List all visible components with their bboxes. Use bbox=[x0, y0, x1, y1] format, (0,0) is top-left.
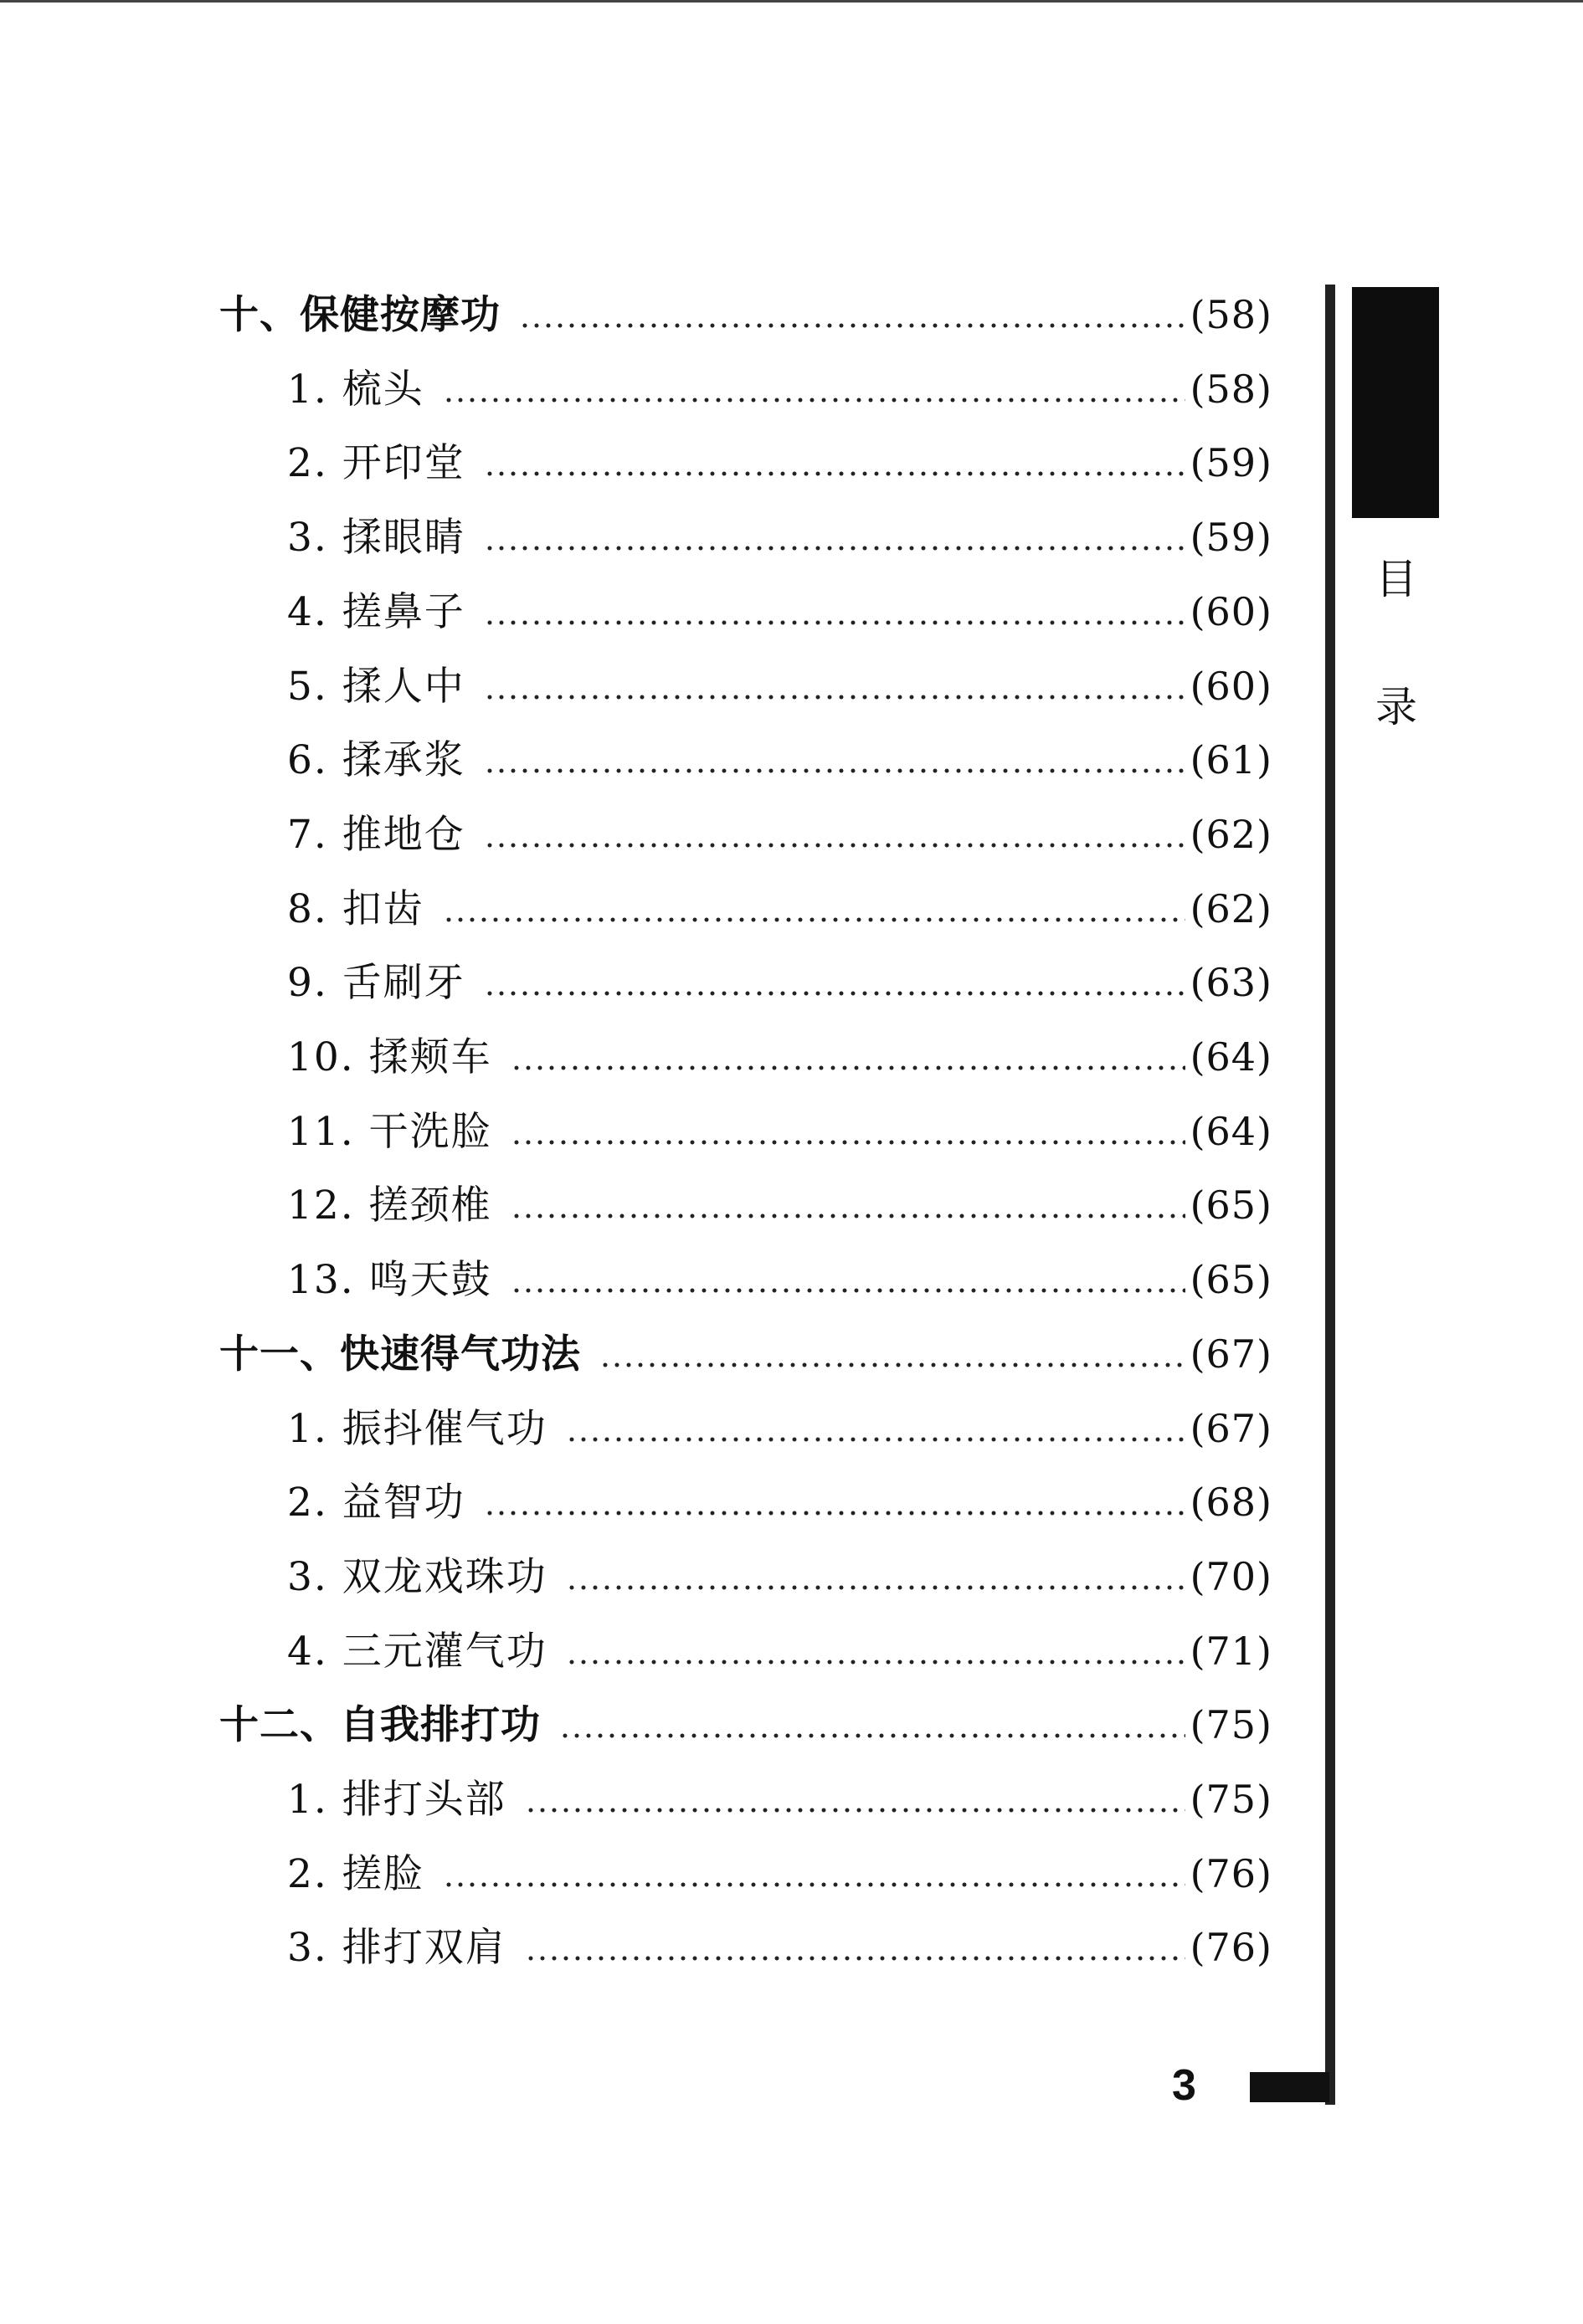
toc-entry-page: (71) bbox=[1190, 1628, 1272, 1674]
toc-item-row bbox=[287, 500, 1272, 574]
toc-entry-page: (65) bbox=[1190, 1183, 1272, 1229]
toc-section-row bbox=[219, 1688, 1272, 1762]
toc-entry-page: (63) bbox=[1190, 960, 1272, 1006]
toc-entry-label: 3. 双龙戏珠功 bbox=[287, 1553, 547, 1600]
top-rule bbox=[0, 0, 1583, 3]
toc-entry-label: 3. 排打双肩 bbox=[287, 1925, 506, 1972]
toc-leader-dots bbox=[511, 1288, 1185, 1293]
toc-entry-page: (62) bbox=[1190, 885, 1272, 931]
toc-entry-label: 4. 三元灌气功 bbox=[287, 1628, 547, 1675]
toc-entry-label: 13. 鸣天鼓 bbox=[287, 1257, 492, 1304]
sidebar-char-lu: 录 bbox=[1375, 683, 1417, 731]
side-vertical-bar bbox=[1325, 285, 1335, 2105]
toc-entry-page: (67) bbox=[1190, 1405, 1272, 1451]
toc-entry-label: 11. 干洗脸 bbox=[287, 1108, 492, 1155]
toc-entry-label: 5. 揉人中 bbox=[287, 663, 465, 710]
toc-entry-label: 十二、自我排打功 bbox=[219, 1702, 541, 1749]
toc-entry-label: 12. 搓颈椎 bbox=[287, 1183, 492, 1229]
toc-entry-label: 十一、快速得气功法 bbox=[219, 1331, 581, 1377]
toc-leader-dots bbox=[566, 1585, 1185, 1590]
toc-item-row bbox=[287, 426, 1272, 500]
toc-leader-dots bbox=[484, 620, 1185, 625]
toc-item-row bbox=[287, 352, 1272, 426]
toc-item-row bbox=[287, 1614, 1272, 1688]
toc-entry-page: (75) bbox=[1190, 1702, 1272, 1748]
toc-entry-page: (60) bbox=[1190, 663, 1272, 709]
toc-leader-dots bbox=[443, 1882, 1185, 1887]
toc-item-row bbox=[287, 798, 1272, 871]
toc-leader-dots bbox=[511, 1140, 1185, 1145]
toc-entry-page: (61) bbox=[1190, 737, 1272, 783]
toc-entry-page: (68) bbox=[1190, 1480, 1272, 1526]
toc-item-row bbox=[287, 1911, 1272, 1984]
toc-entry-label: 2. 开印堂 bbox=[287, 440, 465, 487]
toc-item-row bbox=[287, 946, 1272, 1019]
toc-leader-dots bbox=[484, 768, 1185, 773]
toc-item-row bbox=[287, 1392, 1272, 1465]
toc-entry-label: 2. 搓脸 bbox=[287, 1850, 424, 1897]
toc-entry-page: (60) bbox=[1190, 588, 1272, 634]
toc-item-row bbox=[287, 649, 1272, 723]
toc-entry-page: (76) bbox=[1190, 1925, 1272, 1971]
toc-leader-dots bbox=[484, 991, 1185, 996]
toc-item-row bbox=[287, 1168, 1272, 1242]
toc-leader-dots bbox=[519, 323, 1185, 328]
toc-entry-label: 1. 排打头部 bbox=[287, 1777, 506, 1823]
toc-entry-page: (67) bbox=[1190, 1331, 1272, 1377]
toc-leader-dots bbox=[484, 546, 1185, 551]
toc-entry-page: (58) bbox=[1190, 292, 1272, 337]
toc-entry-label: 3. 揉眼睛 bbox=[287, 515, 465, 562]
toc-item-row bbox=[287, 575, 1272, 649]
toc-entry-page: (64) bbox=[1190, 1034, 1272, 1080]
toc-leader-dots bbox=[559, 1733, 1185, 1738]
sidebar-char-mu: 目 bbox=[1375, 555, 1417, 603]
toc-item-row bbox=[287, 1837, 1272, 1911]
side-black-block bbox=[1352, 287, 1439, 518]
toc-entry-page: (75) bbox=[1190, 1777, 1272, 1822]
toc-item-row bbox=[287, 1243, 1272, 1316]
toc-leader-dots bbox=[443, 398, 1185, 403]
page-number-mark bbox=[1250, 2072, 1329, 2102]
toc-entry-page: (58) bbox=[1190, 366, 1272, 412]
toc-item-row bbox=[287, 872, 1272, 946]
toc-leader-dots bbox=[484, 1511, 1185, 1516]
toc-section-row bbox=[219, 278, 1272, 351]
toc-entry-label: 十、保健按摩功 bbox=[219, 292, 501, 338]
toc-item-row bbox=[287, 723, 1272, 797]
toc-entry-label: 10. 揉颊车 bbox=[287, 1034, 492, 1080]
toc-entry-page: (64) bbox=[1190, 1108, 1272, 1154]
toc-entry-page: (59) bbox=[1190, 440, 1272, 486]
toc-entry-label: 6. 揉承浆 bbox=[287, 737, 465, 784]
toc-item-row bbox=[287, 1762, 1272, 1836]
toc-entry-label: 9. 舌刷牙 bbox=[287, 960, 465, 1007]
toc-entry-page: (62) bbox=[1190, 811, 1272, 857]
toc-leader-dots bbox=[525, 1808, 1185, 1813]
toc-entry-page: (76) bbox=[1190, 1850, 1272, 1896]
toc-entry-label: 1. 振抖催气功 bbox=[287, 1405, 547, 1452]
toc-leader-dots bbox=[566, 1437, 1185, 1442]
toc-leader-dots bbox=[566, 1660, 1185, 1665]
toc-leader-dots bbox=[511, 1213, 1185, 1218]
toc-item-row bbox=[287, 1540, 1272, 1613]
toc-entry-label: 4. 搓鼻子 bbox=[287, 588, 465, 635]
toc-item-row bbox=[287, 1465, 1272, 1539]
toc-entry-label: 2. 益智功 bbox=[287, 1480, 465, 1526]
page-number: 3 bbox=[1172, 2061, 1196, 2110]
toc-leader-dots bbox=[511, 1065, 1185, 1070]
toc-entry-label: 1. 梳头 bbox=[287, 366, 424, 413]
toc-leader-dots bbox=[443, 917, 1185, 922]
toc-leader-dots bbox=[484, 695, 1185, 700]
toc-item-row bbox=[287, 1095, 1272, 1168]
toc-entry-page: (70) bbox=[1190, 1553, 1272, 1599]
toc-leader-dots bbox=[484, 843, 1185, 848]
toc-entry-page: (65) bbox=[1190, 1257, 1272, 1303]
toc-item-row bbox=[287, 1020, 1272, 1094]
toc-entry-label: 8. 扣齿 bbox=[287, 885, 424, 932]
toc-leader-dots bbox=[484, 471, 1185, 476]
toc-leader-dots bbox=[599, 1362, 1185, 1367]
toc-section-row bbox=[219, 1317, 1272, 1391]
toc-entry-page: (59) bbox=[1190, 515, 1272, 561]
toc-leader-dots bbox=[525, 1956, 1185, 1961]
toc-entry-label: 7. 推地仓 bbox=[287, 811, 465, 858]
